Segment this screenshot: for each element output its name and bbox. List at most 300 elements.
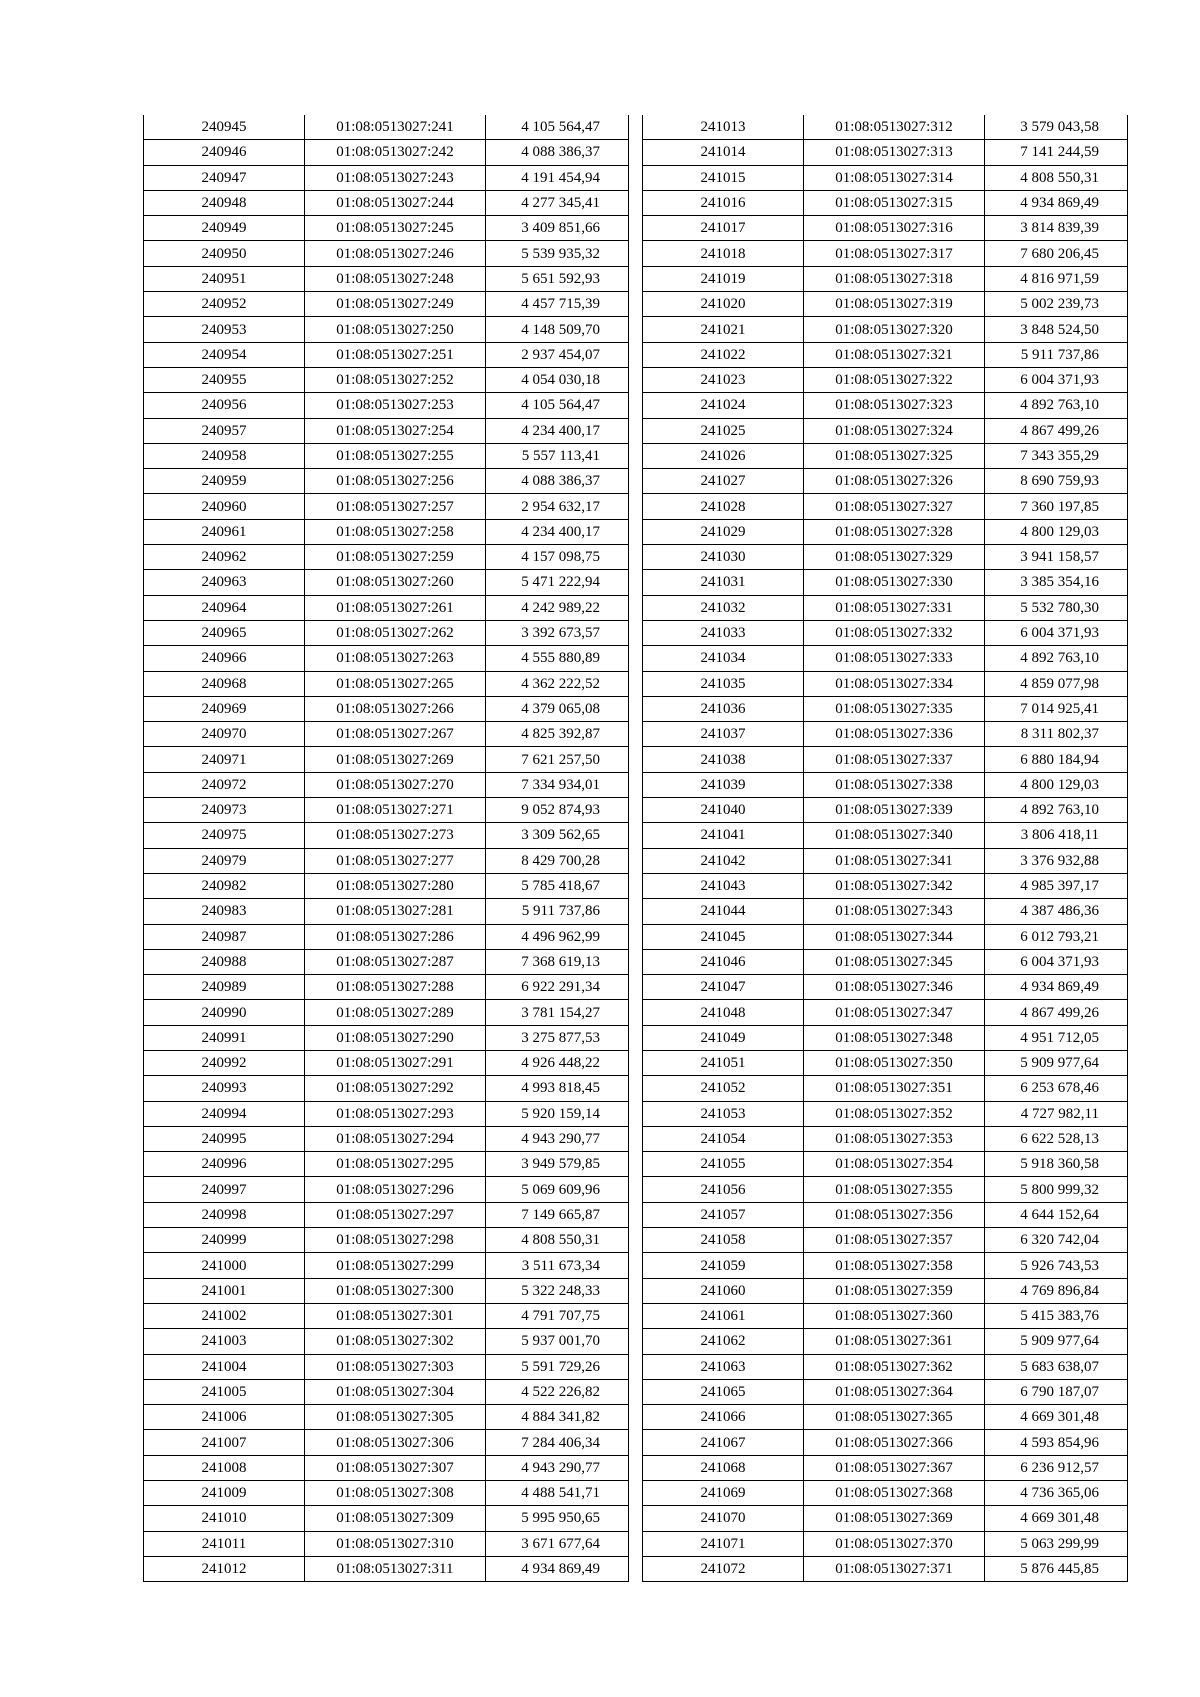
cell-cadastral-code: 01:08:0513027:266 bbox=[305, 696, 486, 721]
table-row bbox=[144, 241, 629, 266]
cell-value: 4 825 392,87 bbox=[486, 722, 629, 747]
cell-number: 240965 bbox=[144, 620, 305, 645]
cell-value: 4 892 763,10 bbox=[985, 646, 1128, 671]
cell-number: 240948 bbox=[144, 190, 305, 215]
cell-number: 241010 bbox=[144, 1506, 305, 1531]
table-row bbox=[643, 1000, 1128, 1025]
cell-number: 241033 bbox=[643, 620, 804, 645]
cell-cadastral-code: 01:08:0513027:311 bbox=[305, 1556, 486, 1581]
table-row bbox=[144, 494, 629, 519]
cell-number: 241072 bbox=[643, 1556, 804, 1581]
table-row bbox=[643, 646, 1128, 671]
table-row bbox=[144, 519, 629, 544]
cell-value: 5 069 609,96 bbox=[486, 1177, 629, 1202]
cell-number: 241015 bbox=[643, 165, 804, 190]
cell-value: 4 926 448,22 bbox=[486, 1050, 629, 1075]
cell-number: 241025 bbox=[643, 418, 804, 443]
cell-value: 5 995 950,65 bbox=[486, 1506, 629, 1531]
table-row bbox=[643, 1379, 1128, 1404]
cell-value: 6 253 678,46 bbox=[985, 1076, 1128, 1101]
cell-value: 6 004 371,93 bbox=[985, 367, 1128, 392]
table-row bbox=[643, 266, 1128, 291]
table-row bbox=[643, 140, 1128, 165]
cell-number: 241057 bbox=[643, 1202, 804, 1227]
cell-number: 241046 bbox=[643, 949, 804, 974]
cell-number: 240952 bbox=[144, 292, 305, 317]
cell-value: 5 911 737,86 bbox=[985, 342, 1128, 367]
cell-value: 4 934 869,49 bbox=[985, 975, 1128, 1000]
cell-number: 240999 bbox=[144, 1228, 305, 1253]
table-row bbox=[643, 1126, 1128, 1151]
cell-cadastral-code: 01:08:0513027:335 bbox=[804, 696, 985, 721]
cell-number: 241071 bbox=[643, 1531, 804, 1556]
cell-cadastral-code: 01:08:0513027:271 bbox=[305, 798, 486, 823]
table-row bbox=[144, 747, 629, 772]
cell-cadastral-code: 01:08:0513027:257 bbox=[305, 494, 486, 519]
cell-number: 241062 bbox=[643, 1329, 804, 1354]
cell-number: 241040 bbox=[643, 798, 804, 823]
left-table bbox=[143, 115, 629, 1582]
cell-cadastral-code: 01:08:0513027:351 bbox=[804, 1076, 985, 1101]
table-row bbox=[144, 1531, 629, 1556]
cell-cadastral-code: 01:08:0513027:293 bbox=[305, 1101, 486, 1126]
cell-cadastral-code: 01:08:0513027:280 bbox=[305, 873, 486, 898]
table-row bbox=[144, 1455, 629, 1480]
cell-number: 241060 bbox=[643, 1278, 804, 1303]
cell-value: 4 191 454,94 bbox=[486, 165, 629, 190]
cell-cadastral-code: 01:08:0513027:327 bbox=[804, 494, 985, 519]
cell-number: 240979 bbox=[144, 848, 305, 873]
cell-cadastral-code: 01:08:0513027:296 bbox=[305, 1177, 486, 1202]
cell-cadastral-code: 01:08:0513027:248 bbox=[305, 266, 486, 291]
cell-number: 240949 bbox=[144, 216, 305, 241]
cell-cadastral-code: 01:08:0513027:294 bbox=[305, 1126, 486, 1151]
cell-cadastral-code: 01:08:0513027:366 bbox=[804, 1430, 985, 1455]
cell-number: 240960 bbox=[144, 494, 305, 519]
table-row bbox=[643, 1050, 1128, 1075]
cell-cadastral-code: 01:08:0513027:252 bbox=[305, 367, 486, 392]
cell-value: 3 392 673,57 bbox=[486, 620, 629, 645]
cell-cadastral-code: 01:08:0513027:333 bbox=[804, 646, 985, 671]
cell-cadastral-code: 01:08:0513027:315 bbox=[804, 190, 985, 215]
cell-cadastral-code: 01:08:0513027:289 bbox=[305, 1000, 486, 1025]
cell-value: 5 909 977,64 bbox=[985, 1050, 1128, 1075]
cell-number: 241042 bbox=[643, 848, 804, 873]
cell-cadastral-code: 01:08:0513027:329 bbox=[804, 545, 985, 570]
cell-number: 241000 bbox=[144, 1253, 305, 1278]
table-row bbox=[643, 342, 1128, 367]
table-row bbox=[144, 469, 629, 494]
table-row bbox=[643, 241, 1128, 266]
cell-value: 3 781 154,27 bbox=[486, 1000, 629, 1025]
table-row bbox=[643, 772, 1128, 797]
cell-value: 4 148 509,70 bbox=[486, 317, 629, 342]
table-row bbox=[144, 772, 629, 797]
cell-value: 7 368 619,13 bbox=[486, 949, 629, 974]
right-table-body bbox=[643, 115, 1128, 1582]
cell-number: 241027 bbox=[643, 469, 804, 494]
cell-value: 4 859 077,98 bbox=[985, 671, 1128, 696]
cell-cadastral-code: 01:08:0513027:253 bbox=[305, 393, 486, 418]
cell-number: 241048 bbox=[643, 1000, 804, 1025]
cell-number: 240997 bbox=[144, 1177, 305, 1202]
cell-number: 240962 bbox=[144, 545, 305, 570]
table-row bbox=[643, 216, 1128, 241]
cell-value: 4 496 962,99 bbox=[486, 924, 629, 949]
table-row bbox=[643, 899, 1128, 924]
table-row bbox=[643, 949, 1128, 974]
table-row bbox=[643, 570, 1128, 595]
cell-cadastral-code: 01:08:0513027:362 bbox=[804, 1354, 985, 1379]
cell-cadastral-code: 01:08:0513027:360 bbox=[804, 1303, 985, 1328]
table-row bbox=[144, 216, 629, 241]
cell-number: 241035 bbox=[643, 671, 804, 696]
table-row bbox=[144, 367, 629, 392]
cell-cadastral-code: 01:08:0513027:312 bbox=[804, 115, 985, 140]
cell-number: 240988 bbox=[144, 949, 305, 974]
cell-value: 4 808 550,31 bbox=[486, 1228, 629, 1253]
cell-value: 3 814 839,39 bbox=[985, 216, 1128, 241]
cell-cadastral-code: 01:08:0513027:340 bbox=[804, 823, 985, 848]
cell-number: 241059 bbox=[643, 1253, 804, 1278]
cell-value: 5 683 638,07 bbox=[985, 1354, 1128, 1379]
cell-value: 5 591 729,26 bbox=[486, 1354, 629, 1379]
cell-cadastral-code: 01:08:0513027:358 bbox=[804, 1253, 985, 1278]
cell-cadastral-code: 01:08:0513027:270 bbox=[305, 772, 486, 797]
cell-value: 7 343 355,29 bbox=[985, 443, 1128, 468]
cell-value: 7 141 244,59 bbox=[985, 140, 1128, 165]
cell-value: 5 063 299,99 bbox=[985, 1531, 1128, 1556]
right-table bbox=[642, 115, 1128, 1582]
cell-cadastral-code: 01:08:0513027:292 bbox=[305, 1076, 486, 1101]
cell-value: 4 054 030,18 bbox=[486, 367, 629, 392]
cell-cadastral-code: 01:08:0513027:267 bbox=[305, 722, 486, 747]
cell-cadastral-code: 01:08:0513027:313 bbox=[804, 140, 985, 165]
cell-number: 240959 bbox=[144, 469, 305, 494]
cell-cadastral-code: 01:08:0513027:319 bbox=[804, 292, 985, 317]
cell-number: 240991 bbox=[144, 1025, 305, 1050]
cell-number: 241012 bbox=[144, 1556, 305, 1581]
cell-number: 240958 bbox=[144, 443, 305, 468]
table-row bbox=[144, 1303, 629, 1328]
cell-number: 241067 bbox=[643, 1430, 804, 1455]
table-row bbox=[144, 1228, 629, 1253]
cell-cadastral-code: 01:08:0513027:348 bbox=[804, 1025, 985, 1050]
cell-value: 5 926 743,53 bbox=[985, 1253, 1128, 1278]
table-row bbox=[144, 646, 629, 671]
cell-number: 241031 bbox=[643, 570, 804, 595]
cell-cadastral-code: 01:08:0513027:324 bbox=[804, 418, 985, 443]
table-row bbox=[643, 494, 1128, 519]
table-row bbox=[144, 975, 629, 1000]
cell-value: 3 579 043,58 bbox=[985, 115, 1128, 140]
cell-cadastral-code: 01:08:0513027:317 bbox=[804, 241, 985, 266]
cell-value: 7 360 197,85 bbox=[985, 494, 1128, 519]
table-row bbox=[643, 1556, 1128, 1581]
cell-cadastral-code: 01:08:0513027:330 bbox=[804, 570, 985, 595]
cell-cadastral-code: 01:08:0513027:341 bbox=[804, 848, 985, 873]
table-row bbox=[643, 292, 1128, 317]
cell-number: 241063 bbox=[643, 1354, 804, 1379]
cell-cadastral-code: 01:08:0513027:352 bbox=[804, 1101, 985, 1126]
table-row bbox=[144, 620, 629, 645]
table-row bbox=[643, 469, 1128, 494]
cell-value: 4 555 880,89 bbox=[486, 646, 629, 671]
cell-number: 241030 bbox=[643, 545, 804, 570]
cell-cadastral-code: 01:08:0513027:263 bbox=[305, 646, 486, 671]
cell-cadastral-code: 01:08:0513027:249 bbox=[305, 292, 486, 317]
cell-value: 5 322 248,33 bbox=[486, 1278, 629, 1303]
table-row bbox=[643, 722, 1128, 747]
cell-value: 4 934 869,49 bbox=[486, 1556, 629, 1581]
cell-number: 240956 bbox=[144, 393, 305, 418]
cell-number: 241001 bbox=[144, 1278, 305, 1303]
cell-cadastral-code: 01:08:0513027:291 bbox=[305, 1050, 486, 1075]
cell-cadastral-code: 01:08:0513027:251 bbox=[305, 342, 486, 367]
cell-cadastral-code: 01:08:0513027:370 bbox=[804, 1531, 985, 1556]
cell-value: 5 911 737,86 bbox=[486, 899, 629, 924]
cell-value: 4 993 818,45 bbox=[486, 1076, 629, 1101]
table-row bbox=[643, 115, 1128, 140]
cell-cadastral-code: 01:08:0513027:338 bbox=[804, 772, 985, 797]
cell-cadastral-code: 01:08:0513027:281 bbox=[305, 899, 486, 924]
cell-number: 240983 bbox=[144, 899, 305, 924]
cell-number: 240995 bbox=[144, 1126, 305, 1151]
cell-value: 5 876 445,85 bbox=[985, 1556, 1128, 1581]
cell-cadastral-code: 01:08:0513027:308 bbox=[305, 1481, 486, 1506]
cell-number: 241038 bbox=[643, 747, 804, 772]
cell-value: 2 937 454,07 bbox=[486, 342, 629, 367]
cell-number: 241041 bbox=[643, 823, 804, 848]
cell-number: 240987 bbox=[144, 924, 305, 949]
cell-number: 240971 bbox=[144, 747, 305, 772]
cell-number: 241029 bbox=[643, 519, 804, 544]
cell-value: 4 105 564,47 bbox=[486, 115, 629, 140]
cell-number: 241019 bbox=[643, 266, 804, 291]
cell-value: 4 379 065,08 bbox=[486, 696, 629, 721]
cell-value: 7 014 925,41 bbox=[985, 696, 1128, 721]
cell-number: 240964 bbox=[144, 595, 305, 620]
cell-value: 6 004 371,93 bbox=[985, 949, 1128, 974]
cell-value: 7 284 406,34 bbox=[486, 1430, 629, 1455]
cell-cadastral-code: 01:08:0513027:305 bbox=[305, 1405, 486, 1430]
table-row bbox=[643, 1531, 1128, 1556]
cell-number: 241002 bbox=[144, 1303, 305, 1328]
cell-number: 241018 bbox=[643, 241, 804, 266]
cell-cadastral-code: 01:08:0513027:300 bbox=[305, 1278, 486, 1303]
cell-value: 4 727 982,11 bbox=[985, 1101, 1128, 1126]
table-row bbox=[643, 1481, 1128, 1506]
cell-value: 5 539 935,32 bbox=[486, 241, 629, 266]
cell-cadastral-code: 01:08:0513027:347 bbox=[804, 1000, 985, 1025]
cell-cadastral-code: 01:08:0513027:258 bbox=[305, 519, 486, 544]
table-row bbox=[643, 165, 1128, 190]
table-row bbox=[144, 1556, 629, 1581]
cell-cadastral-code: 01:08:0513027:302 bbox=[305, 1329, 486, 1354]
cell-cadastral-code: 01:08:0513027:256 bbox=[305, 469, 486, 494]
table-row bbox=[144, 1076, 629, 1101]
cell-value: 4 867 499,26 bbox=[985, 1000, 1128, 1025]
cell-cadastral-code: 01:08:0513027:254 bbox=[305, 418, 486, 443]
cell-number: 241005 bbox=[144, 1379, 305, 1404]
cell-number: 241011 bbox=[144, 1531, 305, 1556]
cell-value: 6 922 291,34 bbox=[486, 975, 629, 1000]
table-row bbox=[144, 1177, 629, 1202]
cell-value: 4 985 397,17 bbox=[985, 873, 1128, 898]
cell-value: 4 934 869,49 bbox=[985, 190, 1128, 215]
cell-value: 8 429 700,28 bbox=[486, 848, 629, 873]
cell-cadastral-code: 01:08:0513027:357 bbox=[804, 1228, 985, 1253]
table-row bbox=[144, 798, 629, 823]
cell-cadastral-code: 01:08:0513027:288 bbox=[305, 975, 486, 1000]
cell-value: 5 800 999,32 bbox=[985, 1177, 1128, 1202]
cell-cadastral-code: 01:08:0513027:301 bbox=[305, 1303, 486, 1328]
table-row bbox=[643, 1177, 1128, 1202]
cell-value: 5 937 001,70 bbox=[486, 1329, 629, 1354]
cell-value: 9 052 874,93 bbox=[486, 798, 629, 823]
cell-number: 241053 bbox=[643, 1101, 804, 1126]
cell-value: 4 892 763,10 bbox=[985, 798, 1128, 823]
table-row bbox=[643, 393, 1128, 418]
cell-number: 240963 bbox=[144, 570, 305, 595]
cell-value: 4 800 129,03 bbox=[985, 519, 1128, 544]
cell-number: 241052 bbox=[643, 1076, 804, 1101]
table-row bbox=[643, 1329, 1128, 1354]
cell-number: 241013 bbox=[643, 115, 804, 140]
cell-number: 240996 bbox=[144, 1152, 305, 1177]
cell-value: 5 909 977,64 bbox=[985, 1329, 1128, 1354]
cell-value: 3 511 673,34 bbox=[486, 1253, 629, 1278]
cell-value: 4 234 400,17 bbox=[486, 418, 629, 443]
cell-cadastral-code: 01:08:0513027:299 bbox=[305, 1253, 486, 1278]
cell-value: 5 918 360,58 bbox=[985, 1152, 1128, 1177]
table-row bbox=[643, 1076, 1128, 1101]
cell-value: 4 242 989,22 bbox=[486, 595, 629, 620]
cell-number: 241043 bbox=[643, 873, 804, 898]
cell-value: 6 004 371,93 bbox=[985, 620, 1128, 645]
cell-cadastral-code: 01:08:0513027:295 bbox=[305, 1152, 486, 1177]
cell-number: 241051 bbox=[643, 1050, 804, 1075]
cell-value: 5 471 222,94 bbox=[486, 570, 629, 595]
cell-value: 4 943 290,77 bbox=[486, 1455, 629, 1480]
cell-number: 241037 bbox=[643, 722, 804, 747]
table-row bbox=[643, 1228, 1128, 1253]
cell-number: 240966 bbox=[144, 646, 305, 671]
cell-cadastral-code: 01:08:0513027:355 bbox=[804, 1177, 985, 1202]
cell-cadastral-code: 01:08:0513027:286 bbox=[305, 924, 486, 949]
cell-value: 3 941 158,57 bbox=[985, 545, 1128, 570]
cell-value: 4 669 301,48 bbox=[985, 1506, 1128, 1531]
cell-cadastral-code: 01:08:0513027:326 bbox=[804, 469, 985, 494]
cell-value: 4 867 499,26 bbox=[985, 418, 1128, 443]
table-row bbox=[144, 165, 629, 190]
table-row bbox=[643, 747, 1128, 772]
table-row bbox=[643, 595, 1128, 620]
cell-cadastral-code: 01:08:0513027:310 bbox=[305, 1531, 486, 1556]
cell-cadastral-code: 01:08:0513027:343 bbox=[804, 899, 985, 924]
cell-number: 240982 bbox=[144, 873, 305, 898]
table-row bbox=[643, 1303, 1128, 1328]
cell-cadastral-code: 01:08:0513027:290 bbox=[305, 1025, 486, 1050]
cell-number: 241034 bbox=[643, 646, 804, 671]
cell-value: 4 808 550,31 bbox=[985, 165, 1128, 190]
cell-number: 240954 bbox=[144, 342, 305, 367]
cell-number: 241026 bbox=[643, 443, 804, 468]
cell-value: 5 415 383,76 bbox=[985, 1303, 1128, 1328]
cell-number: 241039 bbox=[643, 772, 804, 797]
table-row bbox=[144, 292, 629, 317]
cell-value: 8 311 802,37 bbox=[985, 722, 1128, 747]
cell-cadastral-code: 01:08:0513027:331 bbox=[804, 595, 985, 620]
cell-number: 241065 bbox=[643, 1379, 804, 1404]
cell-value: 6 320 742,04 bbox=[985, 1228, 1128, 1253]
table-row bbox=[643, 418, 1128, 443]
table-row bbox=[643, 924, 1128, 949]
cell-number: 240957 bbox=[144, 418, 305, 443]
table-row bbox=[144, 1379, 629, 1404]
cell-number: 241023 bbox=[643, 367, 804, 392]
cell-cadastral-code: 01:08:0513027:304 bbox=[305, 1379, 486, 1404]
table-row bbox=[643, 696, 1128, 721]
cell-cadastral-code: 01:08:0513027:350 bbox=[804, 1050, 985, 1075]
cell-cadastral-code: 01:08:0513027:316 bbox=[804, 216, 985, 241]
cell-cadastral-code: 01:08:0513027:339 bbox=[804, 798, 985, 823]
cell-number: 241066 bbox=[643, 1405, 804, 1430]
table-row bbox=[144, 418, 629, 443]
cell-number: 241028 bbox=[643, 494, 804, 519]
table-row bbox=[643, 1506, 1128, 1531]
table-row bbox=[144, 443, 629, 468]
cell-value: 4 088 386,37 bbox=[486, 469, 629, 494]
cell-value: 6 880 184,94 bbox=[985, 747, 1128, 772]
table-row bbox=[144, 1506, 629, 1531]
cell-value: 4 593 854,96 bbox=[985, 1430, 1128, 1455]
table-row bbox=[144, 393, 629, 418]
table-row bbox=[144, 266, 629, 291]
cell-cadastral-code: 01:08:0513027:269 bbox=[305, 747, 486, 772]
cell-value: 3 275 877,53 bbox=[486, 1025, 629, 1050]
table-row bbox=[643, 873, 1128, 898]
table-row bbox=[144, 924, 629, 949]
cell-cadastral-code: 01:08:0513027:325 bbox=[804, 443, 985, 468]
cell-number: 240970 bbox=[144, 722, 305, 747]
table-row bbox=[144, 696, 629, 721]
cell-value: 7 149 665,87 bbox=[486, 1202, 629, 1227]
table-row bbox=[643, 367, 1128, 392]
cell-number: 240951 bbox=[144, 266, 305, 291]
cell-value: 5 651 592,93 bbox=[486, 266, 629, 291]
cell-number: 240955 bbox=[144, 367, 305, 392]
table-row bbox=[144, 949, 629, 974]
cell-cadastral-code: 01:08:0513027:318 bbox=[804, 266, 985, 291]
cell-cadastral-code: 01:08:0513027:309 bbox=[305, 1506, 486, 1531]
cell-number: 240975 bbox=[144, 823, 305, 848]
cell-number: 240990 bbox=[144, 1000, 305, 1025]
cell-value: 7 621 257,50 bbox=[486, 747, 629, 772]
cell-cadastral-code: 01:08:0513027:244 bbox=[305, 190, 486, 215]
table-row bbox=[144, 190, 629, 215]
cell-value: 4 816 971,59 bbox=[985, 266, 1128, 291]
cell-value: 4 951 712,05 bbox=[985, 1025, 1128, 1050]
cell-cadastral-code: 01:08:0513027:356 bbox=[804, 1202, 985, 1227]
cell-value: 5 785 418,67 bbox=[486, 873, 629, 898]
cell-value: 4 387 486,36 bbox=[985, 899, 1128, 924]
cell-number: 241022 bbox=[643, 342, 804, 367]
cell-cadastral-code: 01:08:0513027:246 bbox=[305, 241, 486, 266]
cell-cadastral-code: 01:08:0513027:314 bbox=[804, 165, 985, 190]
cell-value: 3 409 851,66 bbox=[486, 216, 629, 241]
table-row bbox=[144, 823, 629, 848]
